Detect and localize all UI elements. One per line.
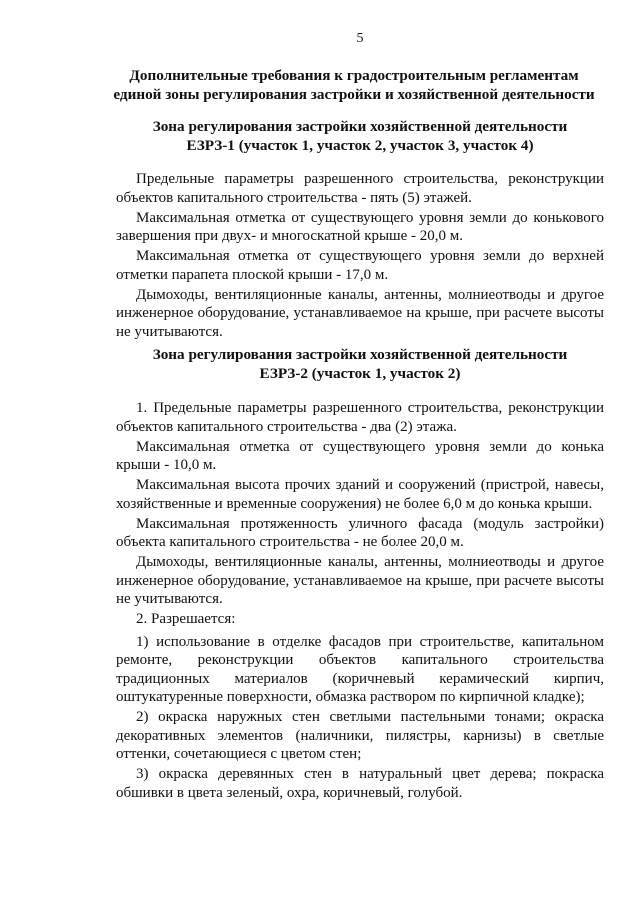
zone1-paragraph: Предельные параметры разрешенного строительства, реконструкции объектов капитального строительства - пять (5) этажей. bbox=[116, 171, 604, 206]
page-number: 5 bbox=[356, 31, 364, 46]
zone2-paragraph: Максимальная протяженность уличного фасада (модуль застройки) объекта капитального строительства - не более 20,0 м. bbox=[116, 515, 604, 550]
main-heading bbox=[110, 66, 598, 104]
zone2-paragraph: Максимальная отметка от существующего уровня земли до конька крыши - 10,0 м. bbox=[116, 438, 604, 473]
zone2-paragraph: Дымоходы, вентиляционные каналы, антенны, молниеотводы и другое инженерное оборудование, устанавливаемое на крыше, при расчете высоты не учитываются. bbox=[116, 554, 604, 607]
zone2-paragraph: Максимальная высота прочих зданий и сооружений (пристрой, навесы, хозяйственные и временные сооружения) не более 6,0 м до конька крыши. bbox=[116, 477, 604, 512]
main-heading-line-1: Дополнительные требования к градостроительным регламентам bbox=[129, 67, 579, 84]
permitted-item: 1) использование в отделке фасадов при строительстве, капитальном ремонте, реконструкции объектов капитального строительства традиционных материалов (коричневый керамический кирпич, оштукатуренные поверхности, обмазка раствором по кирпичной кладке); bbox=[116, 633, 604, 705]
zone2-heading bbox=[116, 345, 604, 383]
zone2-heading-line-1: Зона регулирования застройки хозяйственной деятельности bbox=[152, 346, 568, 363]
zone1-heading-line-2: ЕЗРЗ-1 (участок 1, участок 2, участок 3, участок 4) bbox=[186, 137, 534, 154]
zone1-heading bbox=[116, 117, 604, 155]
permitted-item: 2) окраска наружных стен светлыми пастельными тонами; окраска декоративных элементов (наличники, пилястры, карнизы) в светлые оттенки, сочетающиеся с цветом стен; bbox=[116, 709, 604, 762]
zone1-paragraph: Максимальная отметка от существующего уровня земли до верхней отметки парапета плоской крыши - 17,0 м. bbox=[116, 248, 604, 283]
zone1-heading-line-1: Зона регулирования застройки хозяйственной деятельности bbox=[152, 118, 568, 135]
permitted-title: 2. Разрешается: bbox=[136, 611, 236, 627]
permitted-section bbox=[116, 610, 604, 804]
zone1-body bbox=[116, 170, 604, 343]
zone2-heading-line-2: ЕЗРЗ-2 (участок 1, участок 2) bbox=[259, 365, 461, 382]
zone2-paragraph: 1. Предельные параметры разрешенного строительства, реконструкции объектов капитального строительства - два (2) этажа. bbox=[116, 400, 604, 435]
zone1-paragraph: Дымоходы, вентиляционные каналы, антенны, молниеотводы и другое инженерное оборудование, устанавливаемое на крыше, при расчете высоты не учитываются. bbox=[116, 286, 604, 340]
zone2-body bbox=[116, 399, 604, 610]
permitted-item: 3) окраска деревянных стен в натуральный цвет дерева; покраска обшивки в цвета зеленый, охра, коричневый, голубой. bbox=[116, 766, 604, 801]
zone1-paragraph: Максимальная отметка от существующего уровня земли до конькового завершения при двух- и многоскатной крыше - 20,0 м. bbox=[116, 209, 604, 244]
main-heading-line-2: единой зоны регулирования застройки и хозяйственной деятельности bbox=[113, 86, 595, 103]
